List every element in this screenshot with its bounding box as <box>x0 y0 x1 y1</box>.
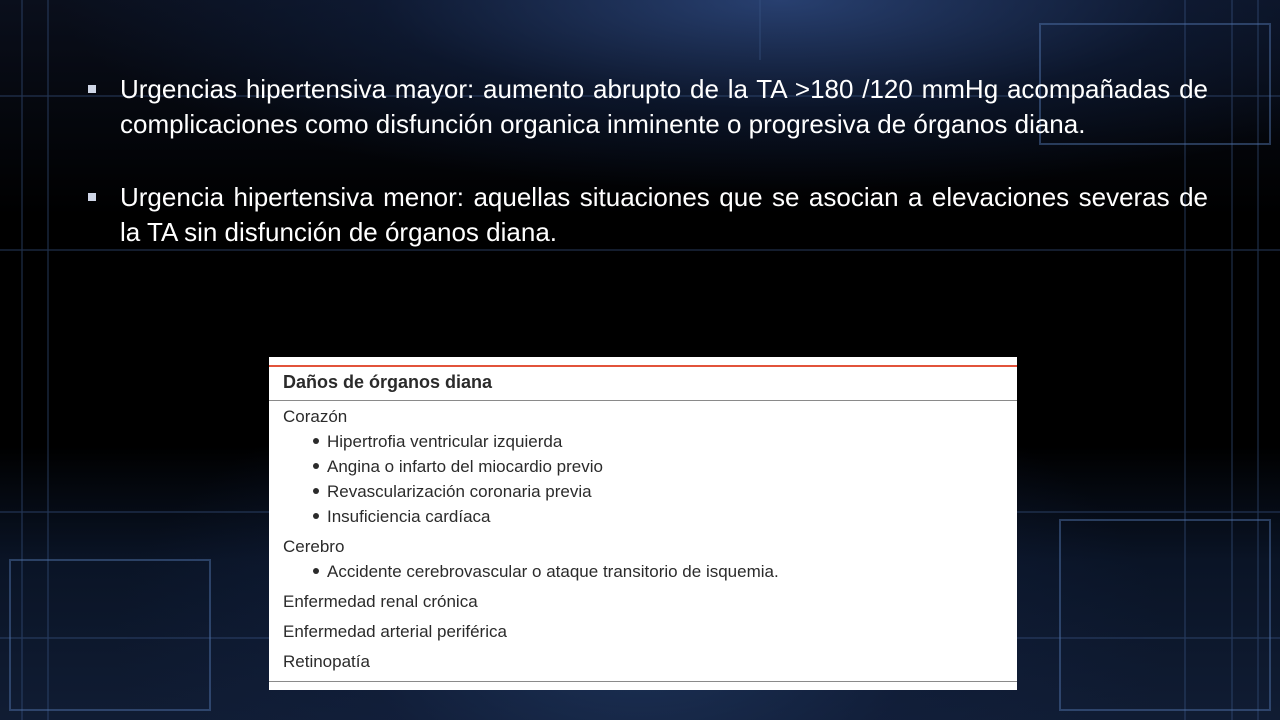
bullet-urgencia-menor <box>86 180 1208 250</box>
table-header-divider <box>269 400 1017 401</box>
category-enfermedad-arterial: Enfermedad arterial periférica <box>283 622 507 641</box>
table-body <box>283 404 1007 674</box>
bullet-dot-icon <box>313 488 319 494</box>
target-organ-damage-table <box>269 357 1017 690</box>
bullet-dot-icon <box>313 568 319 574</box>
bullet-text: Urgencias hipertensiva mayor: aumento abrupto de la TA >180 /120 mmHg acompañadas de complicaciones como disfunción organica inminente o progresiva de órganos diana. <box>120 74 1208 139</box>
bullet-text: Urgencia hipertensiva menor: aquellas situaciones que se asocian a elevaciones severas de la TA sin disfunción de órganos diana. <box>120 182 1208 247</box>
category-enfermedad-renal: Enfermedad renal crónica <box>283 592 478 611</box>
list-item: Insuficiencia cardíaca <box>283 504 1007 529</box>
slide-body <box>86 72 1208 250</box>
square-bullet-icon <box>88 85 96 93</box>
bullet-dot-icon <box>313 463 319 469</box>
list-item: Revascularización coronaria previa <box>283 479 1007 504</box>
table-accent-rule <box>269 365 1017 367</box>
table-title: Daños de órganos diana <box>283 372 493 392</box>
category-retinopatia: Retinopatía <box>283 652 370 671</box>
category-corazon: Corazón <box>283 407 348 426</box>
list-item: Angina o infarto del miocardio previo <box>283 454 1007 479</box>
category-cerebro: Cerebro <box>283 537 345 556</box>
bullet-dot-icon <box>313 438 319 444</box>
bullet-urgencia-mayor <box>86 72 1208 142</box>
table-bottom-divider <box>269 681 1017 682</box>
bullet-dot-icon <box>313 513 319 519</box>
list-item: Hipertrofia ventricular izquierda <box>283 429 1007 454</box>
square-bullet-icon <box>88 193 96 201</box>
list-item: Accidente cerebrovascular o ataque transitorio de isquemia. <box>283 559 1007 584</box>
